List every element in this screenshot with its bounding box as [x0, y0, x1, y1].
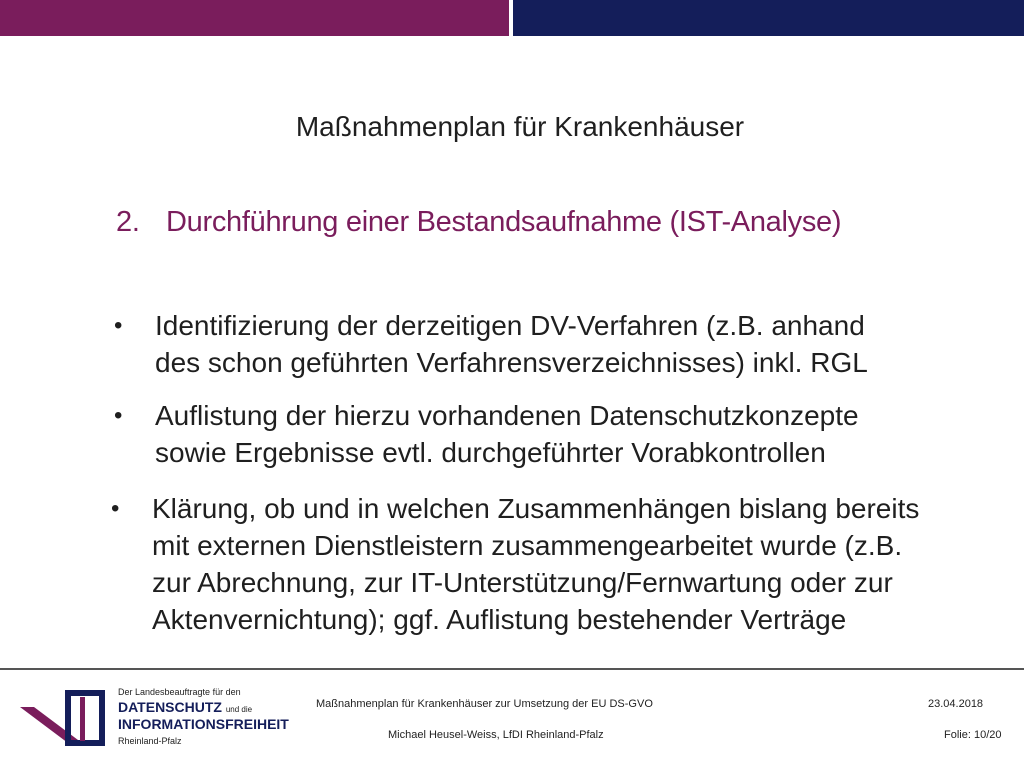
logo-line-3: INFORMATIONSFREIHEIT — [118, 716, 289, 732]
section-number: 2. — [116, 206, 140, 238]
bullet-line: Identifizierung der derzeitigen DV-Verfahren (z.B. anhand — [155, 310, 865, 341]
bullet-item — [111, 490, 1012, 638]
footer-divider — [0, 668, 1024, 670]
bullet-line: sowie Ergebnisse evtl. durchgeführter Vorabkontrollen — [155, 437, 826, 468]
slide-title: Maßnahmenplan für Krankenhäuser — [295, 111, 745, 142]
logo-und-die: und die — [225, 705, 253, 714]
bullet-line: zur Abrechnung, zur IT-Unterstützung/Fernwartung oder zur — [152, 567, 893, 598]
footer-date: 23.04.2018 — [928, 698, 984, 710]
section-heading — [116, 206, 976, 239]
footer-slide-number: Folie: 10/20 — [944, 729, 1002, 741]
footer-subject: Maßnahmenplan für Krankenhäuser zur Umsetzung der EU DS-GVO — [316, 698, 653, 710]
lfdi-logo — [20, 685, 320, 755]
logo-line-4: Rheinland-Pfalz — [118, 736, 182, 746]
bullet-line: des schon geführten Verfahrensverzeichnisses) inkl. RGL — [155, 347, 868, 378]
logo-line-1: Der Landesbeauftragte für den — [118, 687, 241, 697]
bullet-line: Auflistung der hierzu vorhandenen Datenschutzkonzepte — [155, 400, 859, 431]
bullet-item — [114, 307, 975, 381]
bullet-line: Aktenvernichtung); ggf. Auflistung bestehender Verträge — [152, 604, 847, 635]
header-bar — [0, 0, 1024, 36]
bullet-marker: • — [114, 312, 123, 339]
header-bar-purple — [0, 0, 509, 36]
bullet-line: Klärung, ob und in welchen Zusammenhängen bislang bereits — [152, 493, 920, 524]
logo-line-2 — [118, 699, 252, 715]
bullet-item — [114, 397, 975, 471]
footer-author: Michael Heusel-Weiss, LfDI Rheinland-Pfalz — [388, 729, 604, 741]
section-heading-text: Durchführung einer Bestandsaufnahme (IST-Analyse) — [166, 206, 842, 238]
bullet-line: mit externen Dienstleistern zusammengearbeitet wurde (z.B. — [152, 530, 903, 561]
bullet-marker: • — [111, 495, 120, 522]
logo-datenschutz: DATENSCHUTZ — [118, 699, 222, 715]
bullet-marker: • — [114, 402, 123, 429]
header-bar-navy — [513, 0, 1024, 36]
lfdi-emblem-icon — [20, 685, 110, 755]
